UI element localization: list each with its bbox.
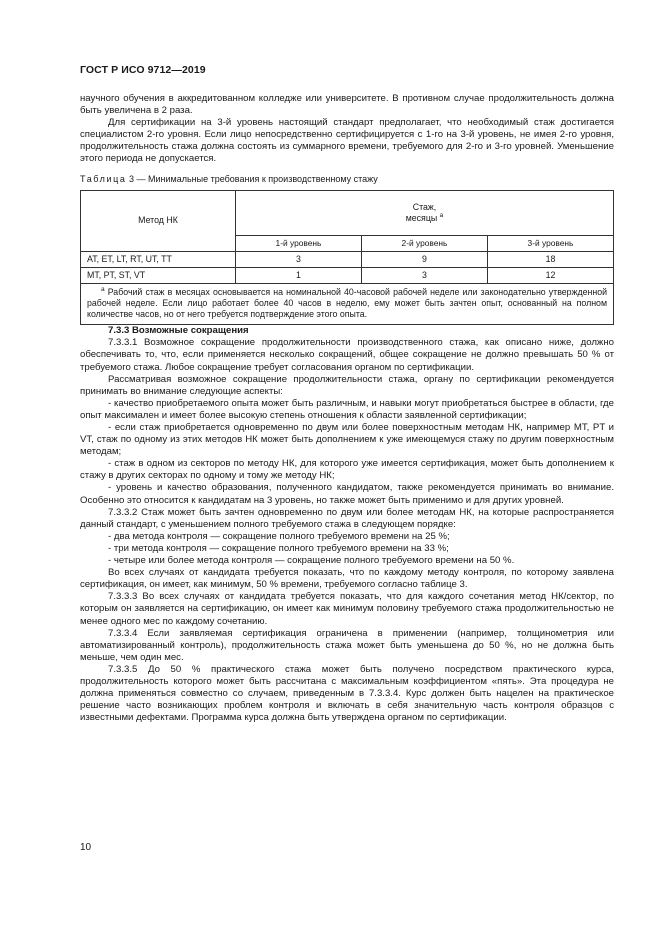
experience-requirements-table xyxy=(80,190,614,326)
table-row xyxy=(81,267,614,283)
list-item: - два метода контроля — сокращение полного требуемого времени на 25 %; xyxy=(108,530,450,542)
section-title: 7.3.3 Возможные сокращения xyxy=(108,325,249,337)
paragraph: 7.3.3.3 Во всех случаях от кандидата требуется показать, что для каждого сочетания метод НК/сектор, по которым он заявляется на сертификацию, он имеет как минимум половину требуемого стажа продолжительностью не менее одного мес по каждому сочетанию. xyxy=(80,591,614,627)
table-footnote xyxy=(81,283,614,325)
table-header-method: Метод НК xyxy=(81,190,236,251)
table-cell: 1 xyxy=(236,267,362,283)
paragraph: 7.3.3.2 Стаж может быть зачтен одновременно по двум или более методам НК, на которые распространяется данный стандарт, с уменьшением полного требуемого стажа в следующем порядке: xyxy=(80,506,614,530)
list-item: - четыре или более метода контроля — сокращение полного требуемого времени на 50 %. xyxy=(108,555,515,567)
document-body xyxy=(80,93,614,724)
paragraph: Во всех случаях от кандидата требуется показать, что по каждому методу контроля, по которому заявлена сертификация, он имеет, как минимум, 50 % времени, требуемого согласно таблице 3. xyxy=(80,567,614,591)
table-cell: 3 xyxy=(361,267,487,283)
table-cell: 3 xyxy=(236,251,362,267)
list-item: - качество приобретаемого опыта может быть различным, и навыки могут приобретаться быстрее в области, где опыт максимален и имеет более высокую степень отношения к области заявленной сертификации; xyxy=(80,397,614,421)
table-footnote-text: Рабочий стаж в месяцах основывается на номинальной 40-часовой рабочей неделе или законодательно утвержденной рабочей неделе. Если лицо работает более 40 часов в неделю, ему может быть зачтен опыт, основанный на полном количестве часов, но от него требуется подтверждение этого опыта. xyxy=(87,286,608,320)
page-number: 10 xyxy=(80,842,92,853)
paragraph: Рассматривая возможное сокращение продолжительности стажа, органу по сертификации рекомендуется принимать во внимание следующие аспекты: xyxy=(80,373,614,397)
table-cell-method: MT, PT, ST, VT xyxy=(81,267,236,283)
table-header-experience xyxy=(236,190,614,235)
table-caption-label: Таблица xyxy=(80,173,127,184)
list-item: - стаж в одном из секторов по методу НК, для которого уже имеется сертификация, может быть дополнением к стажу в других секторах по одному и тому же методу НК; xyxy=(80,458,614,482)
table-header-level-3: 3-й уровень xyxy=(487,235,613,251)
table-caption-text: 3 — Минимальные требования к производственному стажу xyxy=(126,173,378,184)
footnote-mark: a xyxy=(439,211,444,219)
document-header: ГОСТ Р ИСО 9712—2019 xyxy=(80,64,206,76)
table-cell: 12 xyxy=(487,267,613,283)
paragraph: научного обучения в аккредитованном колледже или университете. В противном случае продолжительность должна быть увеличена в 2 раза. xyxy=(80,93,614,117)
list-item: - если стаж приобретается одновременно по двум или более поверхностным методам НК, например MT, PT и VT, стаж по одному из этих методов НК может быть дополнением к уже имеющемуся стажу по другим поверхностным методам; xyxy=(80,422,614,458)
list-item: - три метода контроля — сокращение полного требуемого времени на 33 %; xyxy=(108,542,449,554)
table-header-experience-line1: Стаж, xyxy=(412,201,437,212)
table-cell: 9 xyxy=(361,251,487,267)
footnote-mark: a xyxy=(101,285,105,293)
table-cell-method: AT, ET, LT, RT, UT, TT xyxy=(81,251,236,267)
paragraph: 7.3.3.4 Если заявляемая сертификация ограничена в применении (например, толщинометрия или автоматизированный контроль), продолжительность стажа может быть уменьшена до 50 %, но не должна быть меньше, чем один мес. xyxy=(80,627,614,663)
table-header-experience-line2: месяцы xyxy=(405,212,438,223)
list-item: - уровень и качество образования, полученного кандидатом, также рекомендуется принимать во внимание. Особенно это относится к кандидатам на 3 уровень, но также может быть применимо и для других уровней. xyxy=(80,482,614,506)
table-caption xyxy=(80,173,614,185)
paragraph: 7.3.3.5 До 50 % практического стажа может быть получено посредством практического курса, продолжительность которого может быть рассчитана с максимальным коэффициентом «пять». Эта процедура не должна применяться совместно со случаем, приведенным в 7.3.3.4. Курс должен быть нацелен на практическое решение часто возникающих проблем контроля и включать в себя значительную часть контроля образцов с известными дефектами. Программа курса должна быть утверждена органом по сертификации. xyxy=(80,663,614,724)
table-header-level-1: 1-й уровень xyxy=(236,235,362,251)
paragraph: 7.3.3.1 Возможное сокращение продолжительности производственного стажа, как описано ниже, должно обеспечивать то, что, если применяется несколько сокращений, общее сокращение не должно превышать 50 % от требуемого стажа. Любое сокращение требует согласования органом по сертификации. xyxy=(80,337,614,373)
paragraph: Для сертификации на 3-й уровень настоящий стандарт предполагает, что необходимый стаж достигается специалистом 2-го уровня. Если лицо непосредственно сертифицируется с 1-го на 3-й уровень, не имея 2-го уровня, продолжительность стажа должна состоять из суммарного времени, требуемого для 2-го и 3-го уровней. Уменьшение этого периода не допускается. xyxy=(80,117,614,165)
table-row xyxy=(81,251,614,267)
table-cell: 18 xyxy=(487,251,613,267)
table-header-level-2: 2-й уровень xyxy=(361,235,487,251)
